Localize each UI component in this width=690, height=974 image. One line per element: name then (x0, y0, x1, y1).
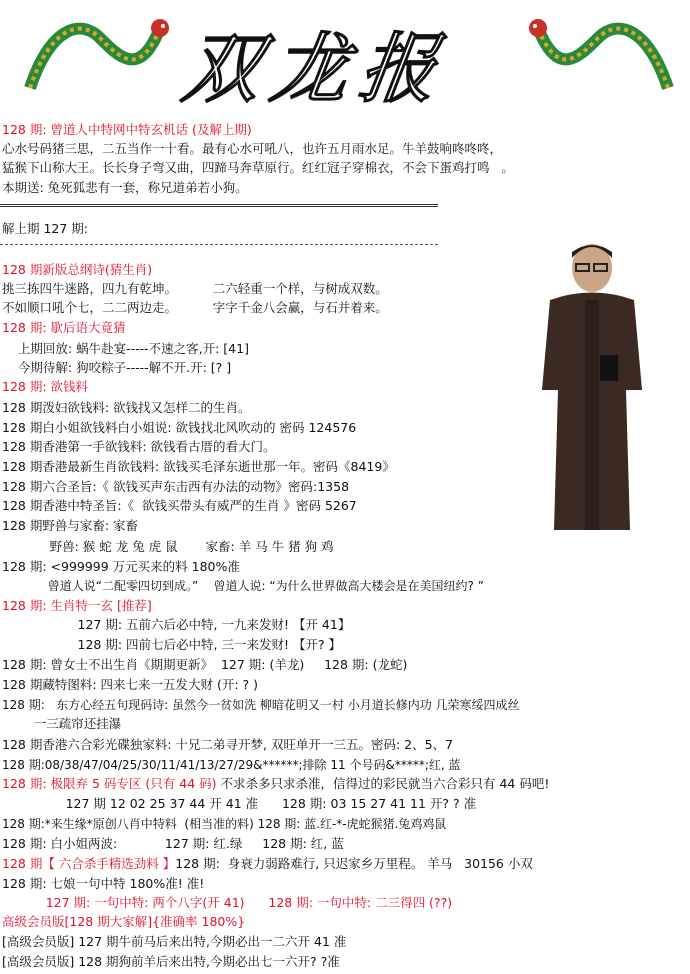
line: 128 期: 白小姐两波: 127 期: 红.绿 128 期: 红, 蓝 (2, 836, 344, 851)
line: 猛猴下山称大王。长长身子弯又曲，四蹄马奔草原行。红红冠子穿棉衣，不会下蛋鸡打鸣 。 (2, 160, 514, 175)
line: 128 期香港第一手欲钱料: 欲钱看古厝的看大门。 (2, 439, 276, 454)
line: 128 期野兽与家畜: 家畜 (2, 518, 139, 533)
line: 128 期香港六合彩光碟独家料: 十兄二弟寻开梦, 双旺单开一三五。密码: 2、5、7 (2, 737, 454, 752)
line: 挑三拣四牛迷路，四九有乾坤。 二六轻重一个样，与树成双数。 (2, 281, 388, 296)
line: 本期送: 兔死狐悲有一套，称兄道弟若小狗。 (2, 180, 248, 195)
line: 128 期: 七娘一句中特 180%准! 准! (2, 876, 205, 891)
line: 曾道人说“二配零四切到成。” 曾道人说: “为什么世界做高大楼会是在美国纽约? ” (2, 579, 484, 593)
line: 128 期新版总纲诗(猜生肖) (2, 262, 153, 277)
line: 高级会员版[128 期大家解]{准确率 180%} (2, 914, 246, 929)
line-black-part: 不求杀多只求杀准，信得过的彩民就当六合彩只有 44 码吧! (220, 776, 550, 791)
line: 128 期泼妇欲钱料: 欲钱找又怎样二的生肖。 (2, 400, 251, 415)
dragon-right-image (528, 8, 678, 103)
line-black-part: 128 期: 身衰力弱路难行, 只迟家乡万里程。 羊马 30156 小双 (175, 856, 533, 871)
line-red-part: 128 期【 六合杀手精选劲料 】 (2, 856, 176, 871)
line: 127 期: 一句中特: 两个八字(开 41) 128 期: 一句中特: 二三得四 (??) (2, 895, 453, 910)
line (2, 856, 533, 872)
line: 128 期白小姐欲钱料白小姐说: 欲钱找北风吹动的 密码 124576 (2, 420, 357, 435)
line: 128 期: 曾女士不出生肖《期期更新》 127 期: (羊龙) 128 期: (龙蛇) (2, 657, 408, 672)
line: 127 期 12 02 25 37 44 开 41 准 128 期: 03 15 27 41 11 开? ? 准 (2, 796, 477, 811)
man-portrait-image (530, 240, 660, 530)
line: 上期回放: 蜗牛赴宴-----不速之客,开: [41] (2, 341, 249, 356)
line: 128 期: <999999 万元买来的料 180%准 (2, 559, 240, 574)
line: 128 期香港中特圣旨:《 欲钱买带头有威严的生肖 》密码 5267 (2, 498, 357, 513)
line: 解上期 127 期: (2, 221, 89, 236)
line: 128 期六合圣旨:《 欲钱买声东击西有办法的动物》密码:1358 (2, 479, 350, 494)
line: 心水号码猪三思，二五当作一十看。最有心水可吼八，也许五月雨水足。牛羊鼓响咚咚咚， (2, 141, 503, 156)
dragon-left-image (20, 8, 170, 103)
separator-1 (0, 204, 438, 207)
line (2, 776, 549, 792)
masthead-title: 双龙报 (177, 24, 455, 113)
line: 128 期: 四前七后必中特, 三一来发财! 【开? 】 (2, 637, 342, 652)
line: 128 期: 欲钱料 (2, 379, 89, 394)
line: 128 期香港最新生肖欲钱料: 欲钱买毛泽东逝世那一年。密码《8419》 (2, 459, 395, 474)
line: 不如顺口吼个七，二二两边走。 字字千金八会赢，与石并着来。 (2, 300, 388, 315)
line: 128 期:08/38/47/04/25/30/11/41/13/27/29&******;排除 11 个号码&*****;红, 蓝 (2, 758, 461, 772)
line: [高级会员版] 128 期狗前羊后来出特,今期必出七一六开? ?准 (2, 954, 340, 969)
line: 一三疏帘还挂瀑 (2, 716, 122, 731)
line: 128 期: 曾道人中特网中特玄机话 (及解上期) (2, 122, 252, 137)
line: 128 期: 东方心经五句现码诗: 虽然今一贫如洗 柳暗花明又一村 小月道长修内功 几荣寒绥四成丝 (2, 698, 520, 712)
line: 128 期藏特图料: 四来七来一五发大财 (开: ? ) (2, 677, 259, 692)
line: 今期待解: 狗咬粽子-----解不开.开: [? ] (2, 360, 232, 375)
line: [高级会员版] 127 期牛前马后来出特,今期必出一二六开 41 准 (2, 934, 347, 949)
line: 128 期: 歇后语大竟猜 (2, 320, 126, 335)
line: 野兽: 猴 蛇 龙 兔 虎 鼠 家畜: 羊 马 牛 猪 狗 鸡 (2, 539, 334, 554)
line: 128 期: 生肖特一玄 [推荐] (2, 598, 152, 613)
line: 128 期:*来生缘*原创八肖中特料 (相当准的料) 128 期: 蓝.红-*-虎蛇猴猪.兔鸡鸡鼠 (2, 817, 447, 831)
line-red-part: 128 期: 极限弃 5 码专区 (只有 44 码) (2, 776, 217, 791)
separator-2 (0, 244, 438, 245)
line: 127 期: 五前六后必中特, 一九来发财! 【开 41】 (2, 617, 351, 632)
